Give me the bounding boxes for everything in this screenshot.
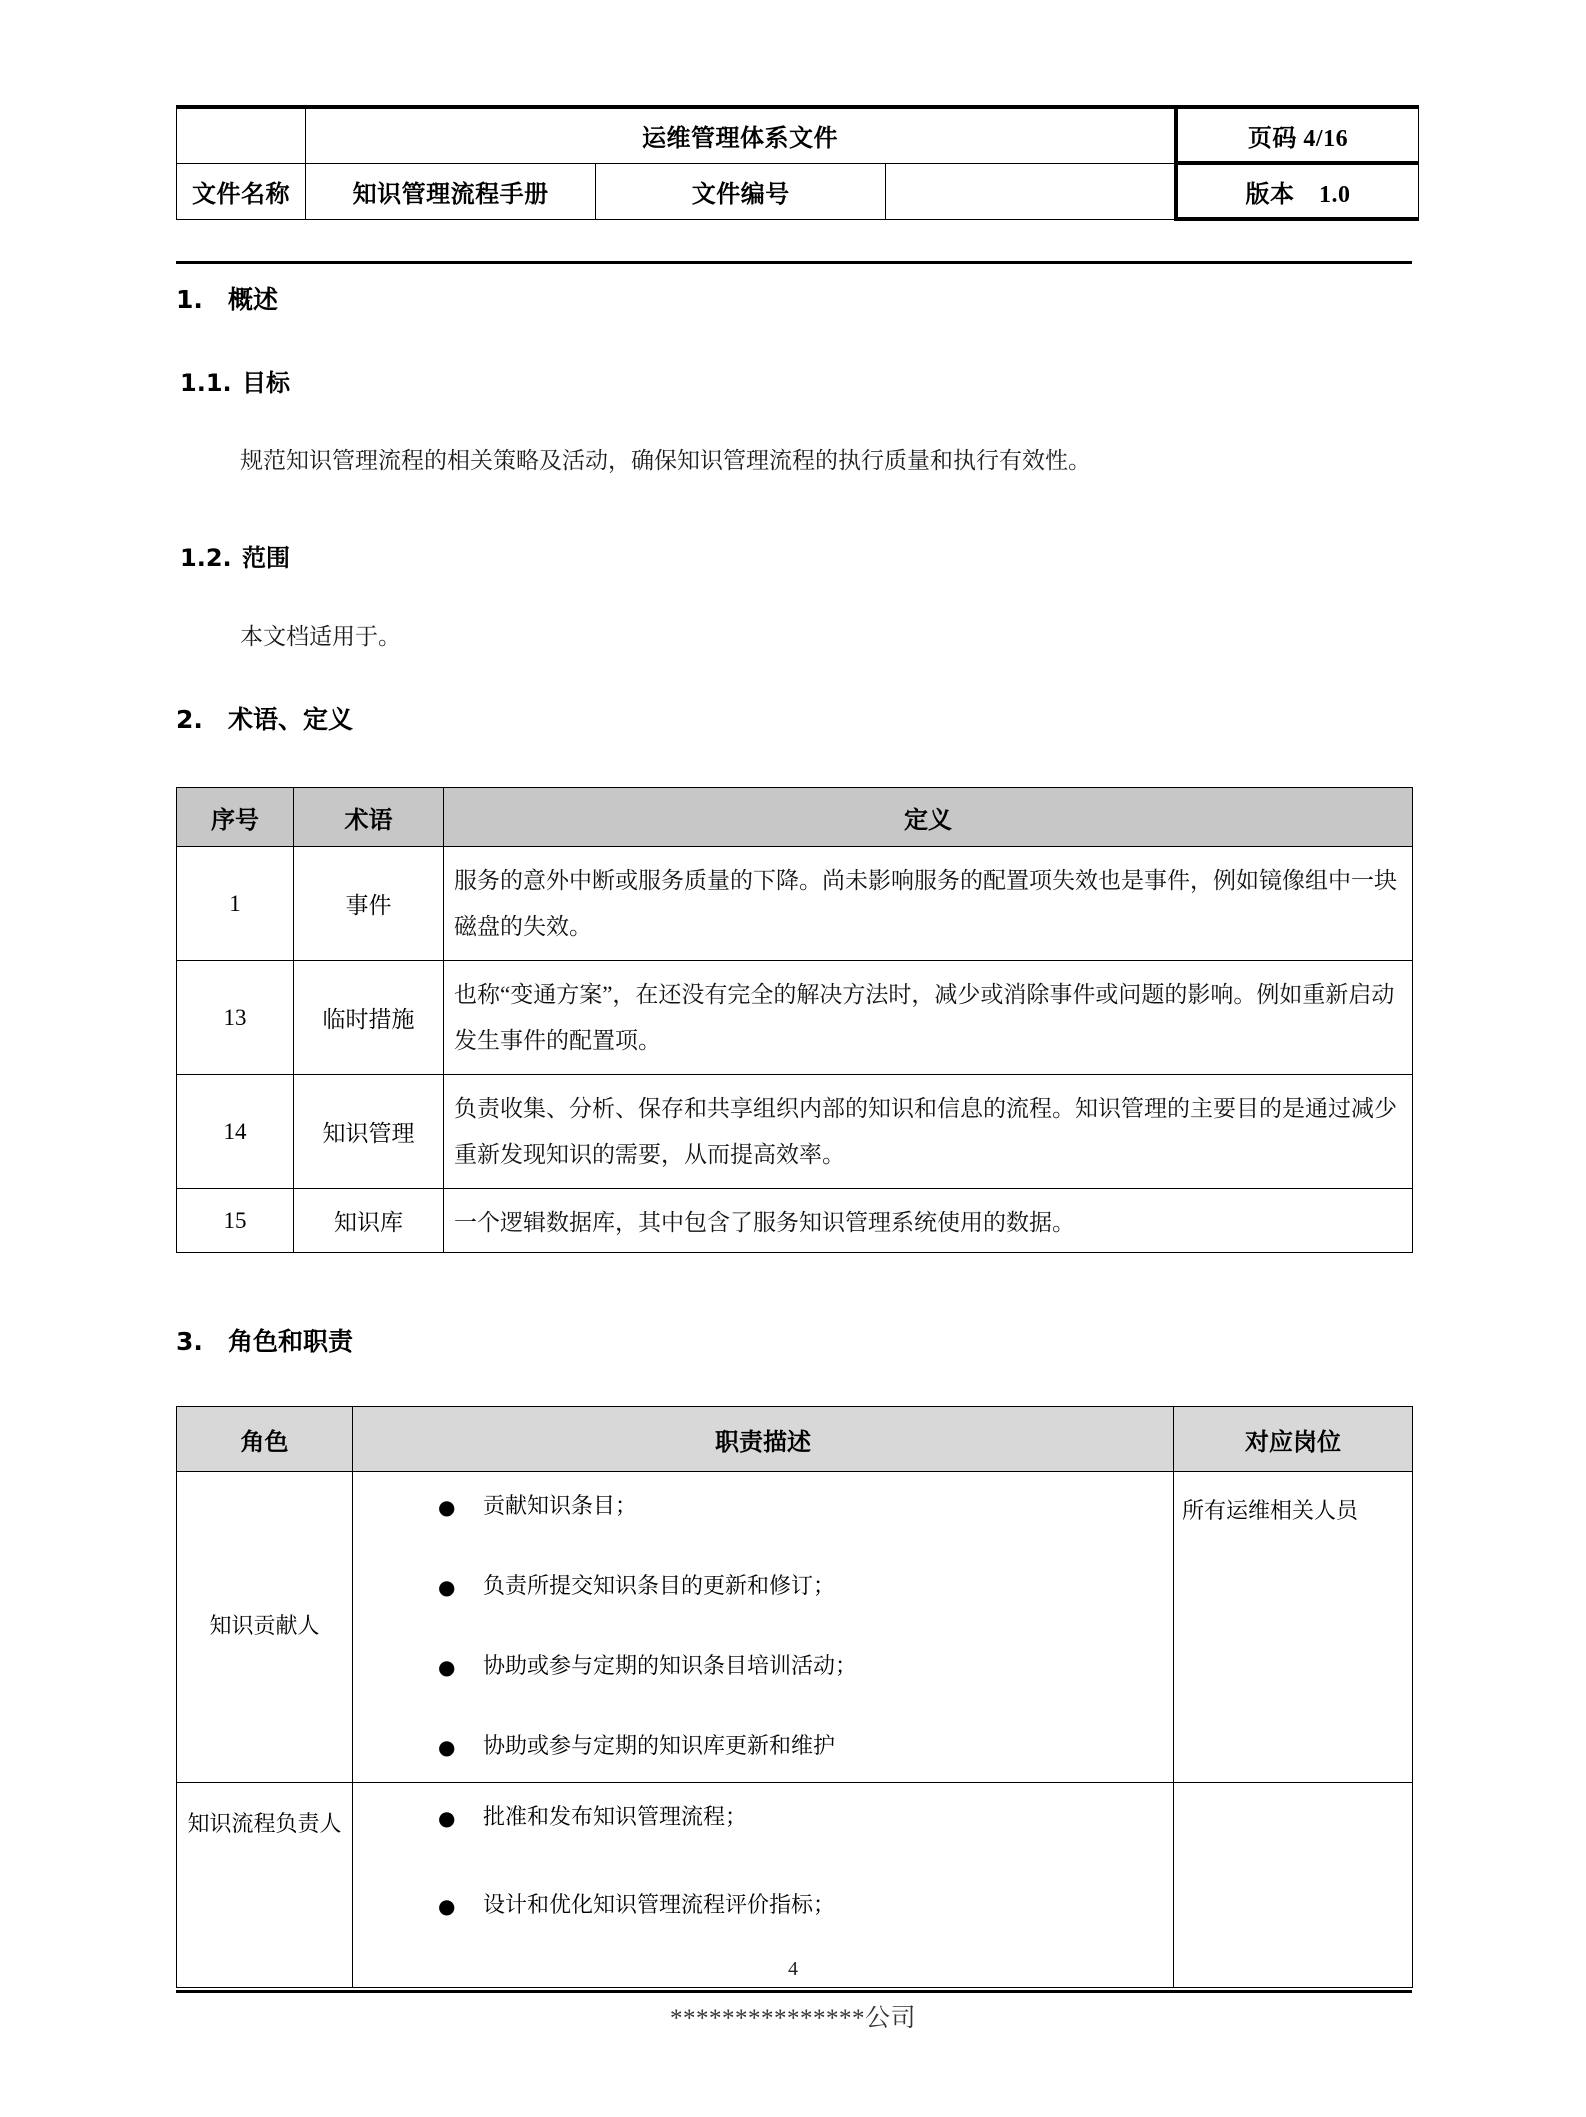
roles-header-row xyxy=(177,1407,1413,1472)
heading-1-number: 1. xyxy=(176,285,203,314)
roles-responsibilities-table xyxy=(176,1406,1413,1988)
header-docname-value-cell: 知识管理流程手册 xyxy=(306,163,596,219)
terminology-header-row xyxy=(177,788,1413,847)
duty-list xyxy=(353,1797,1173,1927)
header-divider-rule xyxy=(176,261,1412,264)
roles-cell-duties xyxy=(353,1783,1174,1988)
terminology-cell-no: 13 xyxy=(177,961,294,1075)
bullet-icon: ● xyxy=(438,1806,456,1830)
bullet-icon: ● xyxy=(438,1655,456,1679)
header-row-top xyxy=(177,107,1419,163)
heading-3-number: 3. xyxy=(176,1327,203,1356)
terminology-cell-term: 临时措施 xyxy=(294,961,444,1075)
heading-1-1-goal xyxy=(180,363,290,398)
terminology-cell-no: 15 xyxy=(177,1189,294,1253)
roles-cell-post: 所有运维相关人员 xyxy=(1174,1472,1413,1783)
table-row xyxy=(177,1472,1413,1783)
list-item-label: 设计和优化知识管理流程评价指标； xyxy=(483,1893,836,1918)
table-row xyxy=(177,1189,1413,1253)
terminology-col-term: 术语 xyxy=(294,788,444,847)
duty-list xyxy=(353,1486,1173,1768)
terminology-cell-term: 知识管理 xyxy=(294,1075,444,1189)
list-item xyxy=(438,1566,1173,1608)
heading-2-number: 2. xyxy=(176,705,203,734)
table-row xyxy=(177,1075,1413,1189)
terminology-cell-no: 14 xyxy=(177,1075,294,1189)
bullet-icon: ● xyxy=(438,1894,456,1918)
roles-cell-duties xyxy=(353,1472,1174,1783)
heading-1-text: 概述 xyxy=(228,285,279,314)
roles-cell-role: 知识贡献人 xyxy=(177,1472,353,1783)
footer-divider-rule xyxy=(176,1990,1412,1993)
bullet-icon: ● xyxy=(438,1495,456,1519)
terminology-col-no: 序号 xyxy=(177,788,294,847)
roles-col-post: 对应岗位 xyxy=(1174,1407,1413,1472)
document-header-table xyxy=(176,105,1419,221)
list-item-label: 协助或参与定期的知识库更新和维护 xyxy=(483,1734,836,1759)
paragraph-1-2-body: 本文档适用于。 xyxy=(240,624,401,649)
terminology-cell-definition: 服务的意外中断或服务质量的下降。尚未影响服务的配置项失效也是事件，例如镜像组中一块磁盘的失效。 xyxy=(444,847,1413,961)
heading-3-roles xyxy=(176,1322,353,1358)
terminology-cell-term: 事件 xyxy=(294,847,444,961)
heading-1-1-number: 1.1. xyxy=(180,369,232,397)
roles-cell-role: 知识流程负责人 xyxy=(177,1783,353,1988)
header-doccode-value-cell xyxy=(886,163,1176,219)
list-item xyxy=(438,1797,1173,1839)
heading-1-1-text: 目标 xyxy=(242,369,290,397)
list-item xyxy=(438,1726,1173,1768)
list-item xyxy=(438,1885,1173,1927)
table-row xyxy=(177,1783,1413,1988)
list-item-label: 负责所提交知识条目的更新和修订； xyxy=(483,1574,836,1599)
footer-company-name: ***************公司 xyxy=(669,2005,916,2032)
heading-1-2-number: 1.2. xyxy=(180,544,232,572)
terminology-table xyxy=(176,787,1413,1253)
header-system-title-cell: 运维管理体系文件 xyxy=(306,107,1177,163)
roles-col-role: 角色 xyxy=(177,1407,353,1472)
header-docname-label-cell: 文件名称 xyxy=(177,163,306,219)
terminology-cell-term: 知识库 xyxy=(294,1189,444,1253)
list-item xyxy=(438,1486,1173,1528)
terminology-cell-definition: 负责收集、分析、保存和共享组织内部的知识和信息的流程。知识管理的主要目的是通过减少重新发现知识的需要，从而提高效率。 xyxy=(444,1075,1413,1189)
heading-1-2-text: 范围 xyxy=(242,544,290,572)
bullet-icon: ● xyxy=(438,1735,456,1759)
list-item-label: 协助或参与定期的知识条目培训活动； xyxy=(483,1654,858,1679)
roles-col-duties: 职责描述 xyxy=(353,1407,1174,1472)
header-logo-cell xyxy=(177,107,306,163)
terminology-col-definition: 定义 xyxy=(444,788,1413,847)
paragraph-1-1-body: 规范知识管理流程的相关策略及活动，确保知识管理流程的执行质量和执行有效性。 xyxy=(240,448,1091,473)
terminology-cell-definition: 也称“变通方案”，在还没有完全的解决方法时，减少或消除事件或问题的影响。例如重新启动发生事件的配置项。 xyxy=(444,961,1413,1075)
header-row-bottom xyxy=(177,163,1419,219)
list-item-label: 贡献知识条目； xyxy=(483,1494,638,1519)
table-row xyxy=(177,847,1413,961)
heading-2-text: 术语、定义 xyxy=(228,705,354,734)
list-item xyxy=(438,1646,1173,1688)
heading-3-text: 角色和职责 xyxy=(228,1327,354,1356)
list-item-label: 批准和发布知识管理流程； xyxy=(483,1805,748,1830)
terminology-cell-no: 1 xyxy=(177,847,294,961)
header-page-cell: 页码 4/16 xyxy=(1176,107,1419,163)
footer-page-number: 4 xyxy=(788,1958,798,1980)
heading-1-overview xyxy=(176,280,278,316)
bullet-icon: ● xyxy=(438,1575,456,1599)
heading-1-2-scope xyxy=(180,538,290,573)
roles-cell-post xyxy=(1174,1783,1413,1988)
heading-2-terms xyxy=(176,700,353,736)
table-row xyxy=(177,961,1413,1075)
header-doccode-label-cell: 文件编号 xyxy=(596,163,886,219)
header-version-cell: 版本 1.0 xyxy=(1176,163,1419,219)
terminology-cell-definition: 一个逻辑数据库，其中包含了服务知识管理系统使用的数据。 xyxy=(444,1189,1413,1253)
